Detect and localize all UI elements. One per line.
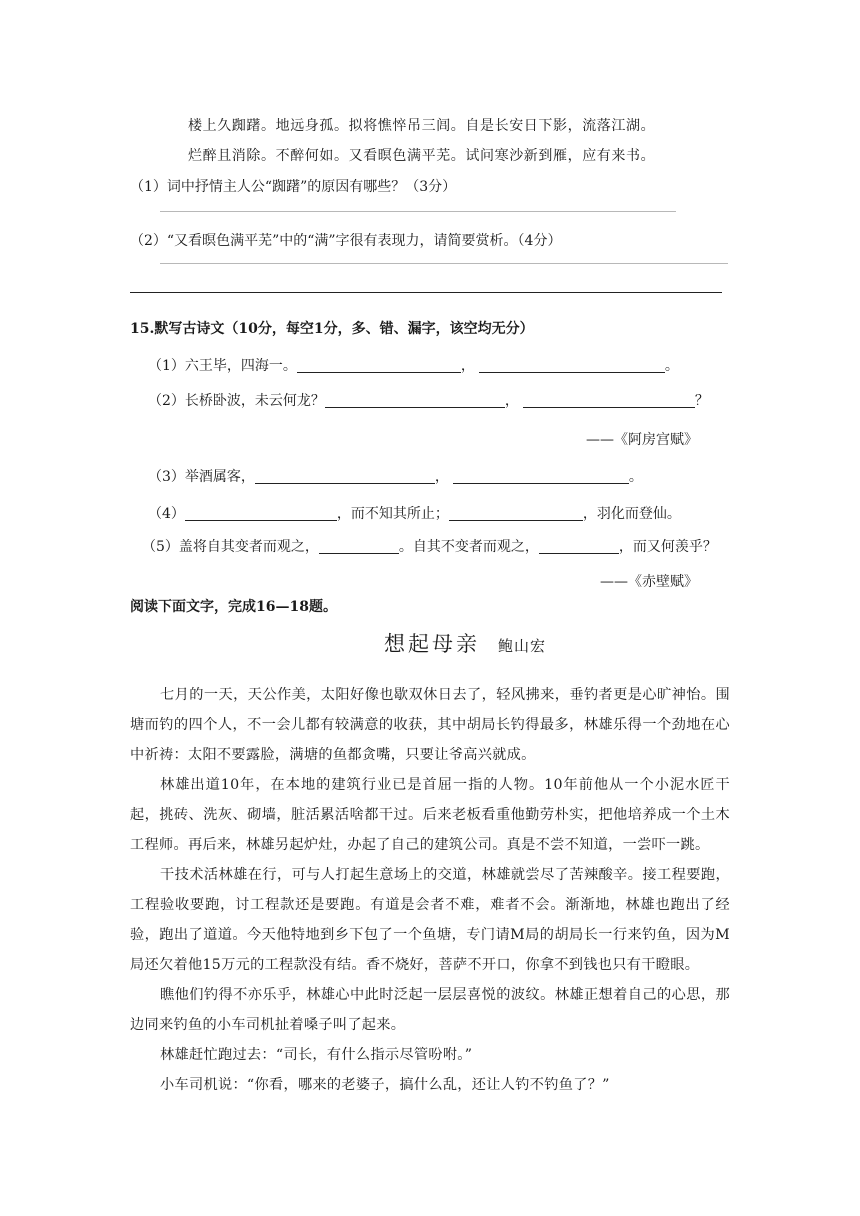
recite-item-3 (148, 466, 643, 486)
recite-prompt: （4） (148, 506, 185, 522)
blank-field[interactable] (255, 469, 435, 484)
article-paragraph: 林雄出道10年，在本地的建筑行业已是首屈一指的人物。10年前他从一个小泥水匠干起，挑砖、洗灰、砌墙，脏活累活啥都干过。后来老板看重他勤劳朴实，把他培养成一个土木工程师。再后来，林雄另起炉灶，办起了自己的建筑公司。真是不尝不知道，一尝吓一跳。 (130, 777, 730, 853)
article-paragraph: 瞧他们钓得不亦乐乎，林雄心中此时泛起一层层喜悦的波纹。林雄正想着自己的心思，那边同来钓鱼的小车司机扯着嗓子叫了起来。 (130, 987, 730, 1033)
article-heading (384, 628, 546, 658)
article-author: 鲍山宏 (498, 637, 547, 655)
separator: 。 (664, 358, 679, 374)
blank-field[interactable] (325, 393, 505, 408)
recite-prompt: （5）盖将自其变者而观之， (142, 539, 319, 555)
recite-item-4 (148, 503, 681, 523)
recite-text: ，而不知其所止； (336, 506, 449, 522)
recite-prompt: （2）长桥卧波，未云何龙？ (148, 393, 325, 409)
recite-item-5 (142, 536, 717, 556)
article-body (130, 680, 730, 1100)
recite-text: 。自其不变者而观之， (398, 539, 539, 555)
question-14-1: （1）词中抒情主人公“踟躇”的原因有哪些？（3分） (130, 179, 457, 195)
reading-instruction: 阅读下面文字，完成16—18题。 (130, 599, 337, 615)
recite-prompt: （1）六王毕，四海一。 (148, 358, 297, 374)
blank-field[interactable] (453, 469, 629, 484)
blank-field[interactable] (449, 506, 583, 521)
separator: ？ (694, 393, 709, 409)
separator: ， (504, 393, 519, 409)
question-15-heading: 15.默写古诗文（10分，每空1分，多、错、漏字，该空均无分） (130, 321, 534, 337)
separator: ， (460, 358, 475, 374)
recite-prompt: （3）举酒属客， (148, 469, 255, 485)
separator: ， (434, 469, 449, 485)
answer-line (160, 211, 676, 212)
article-title: 想起母亲 (384, 632, 480, 656)
blank-field[interactable] (297, 358, 461, 373)
article-paragraph: 林雄赶忙跑过去：“司长，有什么指示尽管吩咐。” (160, 1047, 473, 1063)
source-attribution: ——《赤壁赋》 (600, 574, 698, 590)
poem-line-2: 烂醉且消除。不醉何如。又看暝色满平芜。试问寒沙新到雁，应有来书。 (188, 148, 656, 164)
recite-text: ，羽化而登仙。 (582, 506, 681, 522)
separator: 。 (628, 469, 643, 485)
article-paragraph: 小车司机说：“你看，哪来的老婆子，搞什么乱，还让人钓不钓鱼了？” (160, 1077, 610, 1093)
question-14-2: （2）“又看暝色满平芜”中的“满”字很有表现力，请简要赏析。（4分） (130, 233, 562, 249)
blank-field[interactable] (319, 539, 399, 554)
answer-line (160, 263, 728, 264)
source-attribution: ——《阿房宫赋》 (586, 432, 698, 448)
recite-item-1 (148, 355, 679, 375)
article-paragraph: 七月的一天，天公作美，太阳好像也歇双休日去了，轻风拂来，垂钓者更是心旷神怡。围塘而钓的四个人，不一会儿都有较满意的收获，其中胡局长钓得最多，林雄乐得一个劲地在心中祈祷：太阳不要露脸，满塘的鱼都贪嘴，只要让爷高兴就成。 (130, 687, 730, 763)
answer-line (130, 292, 722, 293)
blank-field[interactable] (479, 358, 665, 373)
recite-text: ，而又何羡乎？ (618, 539, 717, 555)
blank-field[interactable] (523, 393, 695, 408)
recite-item-2 (148, 390, 709, 410)
blank-field[interactable] (539, 539, 619, 554)
article-paragraph: 干技术活林雄在行，可与人打起生意场上的交道，林雄就尝尽了苦辣酸辛。接工程要跑，工程验收要跑，讨工程款还是要跑。有道是会者不难，难者不会。渐渐地，林雄也跑出了经验，跑出了道道。今天他特地到乡下包了一个鱼塘，专门请M局的胡局长一行来钓鱼，因为M局还欠着他15万元的工程款没有结。香不烧好，菩萨不开口，你拿不到钱也只有干瞪眼。 (130, 867, 730, 973)
poem-line-1: 楼上久踟躇。地远身孤。拟将憔悴吊三闾。自是长安日下影，流落江湖。 (188, 118, 656, 134)
blank-field[interactable] (185, 506, 337, 521)
